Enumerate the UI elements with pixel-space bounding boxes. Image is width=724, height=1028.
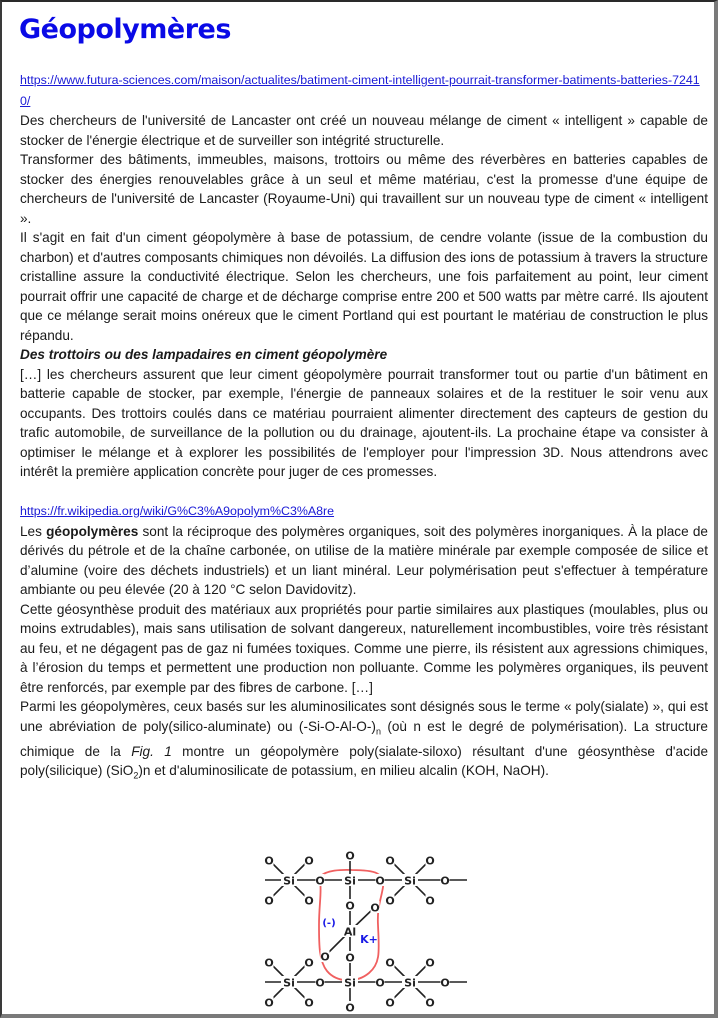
oxygen-atom: O [440,976,450,990]
oxygen-atom: O [425,956,435,970]
oxygen-atom: O [345,951,355,965]
oxygen-atom: O [385,996,395,1010]
poly-sialate-siloxo-diagram [257,845,477,1023]
text: )n et d'aluminosilicate de potassium, en milieu alcalin (KOH, NaOH). [138,763,549,779]
silicon-atom: Si [283,976,295,990]
document-body [20,70,708,786]
silicon-atom: Si [344,874,356,888]
paragraph: Des chercheurs de l'université de Lancaster ont créé un nouveau mélange de ciment « intelligent » capable de stocker de l'énergie électrique et de surveiller son intégrité structurelle. [20,113,708,148]
oxygen-atom: O [264,894,274,908]
oxygen-atom: O [345,1001,355,1015]
oxygen-atom: O [315,976,325,990]
oxygen-atom: O [425,894,435,908]
silicon-atom: Si [404,976,416,990]
text: sont la réciproque des polymères organiques, soit des polymères inorganiques. À la place de dérivés du pétrole et de la chaîne carbonée, on utilise de la matière minérale par exemple composée de silice et d’alumine (voire des déchets industriels) et un liant minéral. Leur polymérisation peut s'effectuer à température ambiante ou peu élevée (20 à 120 °C selon Davidovitz). [20,523,708,597]
oxygen-atom: O [315,874,325,888]
text: Parmi les géopolymères, ceux basés sur les aluminosilicates sont désignés sous le terme « poly(sialate) », qui est une abréviation de poly(silico-aluminate) ou (-Si-O-Al-O-) [20,699,708,734]
oxygen-atom: O [264,956,274,970]
text: Les [20,523,47,539]
oxygen-atom: O [304,996,314,1010]
paragraph: Transformer des bâtiments, immeubles, maisons, trottoirs ou même des réverbères en batteries capables de stocker des énergies renouvelables grâce à un seul et même matériau, c'est la promesse d'une équipe de chercheurs de l'université de Lancaster (Royaume-Uni) qui travaillent sur un nouveau type de ciment « intelligent ». [20,152,708,226]
oxygen-atom: O [425,854,435,868]
oxygen-atom: O [345,849,355,863]
oxygen-atom: O [320,950,330,964]
figure-reference: Fig. 1 [131,743,172,759]
oxygen-atom: O [375,976,385,990]
section-subheading: Des trottoirs ou des lampadaires en ciment géopolymère [20,347,388,362]
silicon-atom: Si [404,874,416,888]
silicon-atom: Si [283,874,295,888]
chemical-structure-figure [257,845,477,1023]
blank-line [20,482,708,502]
negative-charge-label: (-) [322,918,336,929]
oxygen-atom: O [385,956,395,970]
oxygen-atom: O [375,874,385,888]
potassium-ion-label: K+ [360,933,378,946]
source-link-futura[interactable]: https://www.futura-sciences.com/maison/actualites/batiment-ciment-intelligent-pourrait-transformer-batiments-batteries-72410/ [20,73,700,108]
oxygen-atom: O [385,854,395,868]
page-title: Géopolymères [19,14,231,45]
paragraph: Cette géosynthèse produit des matériaux aux propriétés pour partie similaires aux plastiques (moulables, plus ou moins extrudables), mais sans utilisation de solvant dangereux, naturellement incombustibles, voire très résistant au feu, et ne dégagent pas de gaz ni fumées toxiques. Comme une pierre, ils résistent aux agressions chimiques, à l’érosion du temps et permettent une production non polluante. Comme les polymères organiques, ils peuvent être renforcés, par exemple par des fibres de carbone. […] [20,601,708,695]
oxygen-atom: O [264,854,274,868]
paragraph [20,522,708,600]
oxygen-atom: O [304,854,314,868]
paragraph: […] les chercheurs assurent que leur ciment géopolymère pourrait transformer tout ou partie d'un bâtiment en batterie capable de stocker, par exemple, l'énergie de panneaux solaires et de la restituer le soir venu aux occupants. Des trottoirs coulés dans ce matériau pourraient alimenter directement des capteurs de gestion du trafic automobile, de surveillance de la pollution ou du drainage, ajoutent-ils. La prochaine étape va consister à optimiser le mélange et à explorer les possibilités de l'employer pour l'impression 3D. Nous attendrons avec intérêt la première application concrète pour juger de ces promesses. [20,366,708,479]
subscript-n: n [375,726,381,737]
oxygen-atom: O [345,899,355,913]
source-link-wikipedia[interactable]: https://fr.wikipedia.org/wiki/G%C3%A9opolym%C3%A8re [20,504,335,518]
subscript-2: 2 [133,770,139,781]
bold-term: géopolymères [46,523,139,539]
oxygen-atom: O [264,996,274,1010]
oxygen-atom: O [304,894,314,908]
paragraph [20,697,708,786]
text: montre un géopolymère poly(sialate-siloxo) résultant d'une géosynthèse d'acide poly(silicique) (SiO [20,743,709,779]
text: (où n est le degré de polymérisation). La structure chimique de la [20,718,708,759]
oxygen-atom: O [370,901,380,915]
silicon-atom: Si [344,976,356,990]
oxygen-atom: O [440,874,450,888]
paragraph: Il s'agit en fait d'un ciment géopolymère à base de potassium, de cendre volante (issue de la combustion du charbon) et d'autres composants chimiques non dévoilés. La diffusion des ions de potassium à travers la structure cristalline assure la conductivité électrique. Selon les chercheurs, une fois parfaitement au point, leur ciment pourrait offrir une capacité de charge et de décharge comprise entre 200 et 500 watts par mètre carré. Ils ajoutent que ce mélange serait moins onéreux que le ciment Portland qui est pourtant le matériau de construction le plus répandu. [20,230,708,343]
oxygen-atom: O [425,996,435,1010]
oxygen-atom: O [304,956,314,970]
aluminium-atom: Al [343,925,357,939]
oxygen-atom: O [385,894,395,908]
